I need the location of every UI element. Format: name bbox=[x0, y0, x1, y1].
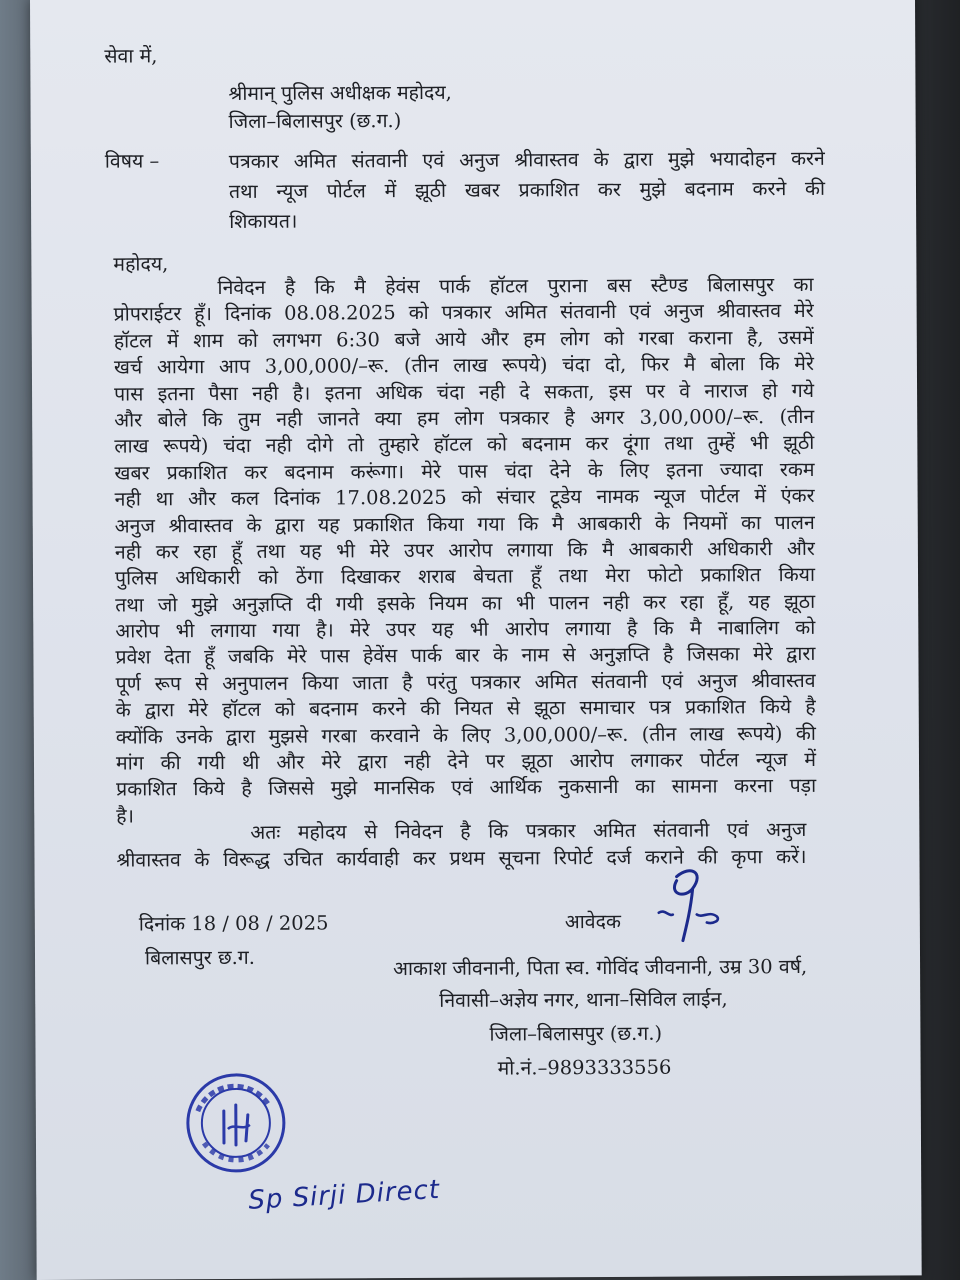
body-line: खबर प्रकाशित कर बदनाम करूंगा। मेरे पास चंदा देने के लिए इतना ज्यादा रकम bbox=[114, 457, 815, 485]
body-line: हॉटल में शाम को लगभग 6:30 बजे आये और हम लोग को गरबा कराना है, उसमें bbox=[113, 325, 814, 353]
body-line: प्रोपराईटर हूँ। दिनांक 08.08.2025 को पत्रकार अमित संतवानी एवं अनुज श्रीवास्तव मेरे bbox=[113, 299, 814, 326]
body-line: आरोप भी लगाया गया है। मेरे उपर यह भी आरोप लगाया है कि मै नाबालिग को bbox=[115, 615, 816, 643]
signature-mark bbox=[647, 858, 737, 948]
applicant-name: आकाश जीवनानी, पिता स्व. गोविंद जीवनानी, उम्र 30 वर्ष, bbox=[393, 954, 808, 981]
body-line: निवेदन है कि मै हेवंस पार्क हॉटल पुराना बस स्टैण्ड बिलासपुर का bbox=[217, 272, 814, 300]
subject-line: तथा न्यूज पोर्टल में झूठी खबर प्रकाशित कर मुझे बदनाम करने की bbox=[228, 176, 826, 203]
body-line: और बोले कि तुम नही जानते क्या हम लोग पत्रकार है अगर 3,00,000/–रू. (तीन bbox=[114, 404, 815, 432]
body-line: पास इतना पैसा नही है। इतना अधिक चंदा नही दे सकता, इस पर वे नाराज हो गये bbox=[114, 378, 815, 406]
addressee-line-2: जिला–बिलासपुर (छ.ग.) bbox=[228, 109, 402, 133]
body-line: मांग की गयी थी और मेरे द्वारा नही देने पर झूठा आरोप लगाकर पोर्टल न्यूज में bbox=[115, 747, 817, 775]
applicant-address: निवासी–अज्ञेय नगर, थाना–सिविल लाईन, bbox=[439, 987, 728, 1012]
body-line: प्रवेश देता हूँ जबकि मेरे पास हेवेंस पार्क बार के नाम से अनुज्ञप्ति है जिसका मेरे द्वारा bbox=[115, 642, 816, 670]
closing-line: अतः महोदय से निवेदन है कि पत्रकार अमित संतवानी एवं अनुज bbox=[250, 817, 807, 844]
body-line: खर्च आयेगा आप 3,00,000/–रू. (तीन लाख रूपये) चंदा दो, फिर मै बोला कि मेरे bbox=[113, 352, 814, 379]
subject-text bbox=[229, 144, 825, 237]
closing-line: श्रीवास्तव के विरूद्ध उचित कार्यवाही कर प्रथम सूचना रिपोर्ट दर्ज कराने की कृपा करें। bbox=[116, 844, 807, 872]
applicant-mobile: मो.नं.–9893333556 bbox=[497, 1055, 672, 1080]
letter-paper bbox=[30, 0, 922, 1280]
subject-line: शिकायत। bbox=[229, 209, 298, 233]
body-line: पूर्ण रूप से अनुपालन किया जाता है परंतु पत्रकार अमित संतवानी एवं अनुज श्रीवास्तव bbox=[115, 668, 816, 696]
body-paragraph bbox=[113, 272, 816, 830]
body-line: अनुज श्रीवास्तव के द्वारा यह प्रकाशित किया गया कि मै आबकारी के नियमों का पालन bbox=[114, 510, 815, 538]
subject-block bbox=[104, 144, 826, 233]
subject-line: पत्रकार अमित संतवानी एवं अनुज श्रीवास्तव के द्वारा मुझे भयादोहन करने bbox=[228, 146, 825, 173]
date-line: दिनांक 18 / 08 / 2025 bbox=[138, 911, 329, 936]
handwritten-note: Sp Sirji Direct bbox=[247, 1174, 441, 1216]
place-line: बिलासपुर छ.ग. bbox=[144, 945, 256, 970]
applicant-label: आवेदक bbox=[564, 909, 622, 934]
body-line: तथा जो मुझे अनुज्ञप्ति दी गयी इसके नियम का भी पालन नही कर रहा हूँ, यह झूठा bbox=[115, 589, 816, 617]
body-line: के द्वारा मेरे हॉटल को बदनाम करने की नियत से झूठा समाचार पत्र प्रकाशित किये है bbox=[115, 695, 816, 722]
body-line: नही कर रहा हूँ तथा यह भी मेरे उपर आरोप लगाया कि मै आबकारी अधिकारी और bbox=[114, 536, 815, 564]
subject-label: विषय – bbox=[104, 149, 160, 173]
salutation-to: सेवा में, bbox=[104, 44, 158, 68]
body-line: लाख रूपये) चंदा नही दोगे तो तुम्हारे हॉटल को बदनाम कर दूंगा तथा तुम्हें भी झूठी bbox=[114, 431, 815, 458]
body-line: नही था और कल दिनांक 17.08.2025 को संचार टूडेय नामक न्यूज पोर्टल में एंकर bbox=[114, 484, 815, 511]
greeting: महोदय, bbox=[113, 252, 169, 276]
addressee-line-1: श्रीमान् पुलिस अधीक्षक महोदय, bbox=[228, 80, 452, 105]
body-line: है। bbox=[116, 804, 135, 828]
body-line: पुलिस अधिकारी को ठेंगा दिखाकर शराब बेचता हूँ तथा मेरा फोटो प्रकाशित किया bbox=[114, 563, 816, 590]
office-seal bbox=[184, 1071, 289, 1176]
body-line: प्रकाशित किये है जिससे मुझे मानसिक एवं आर्थिक नुकसानी का सामना करना पड़ा bbox=[116, 774, 817, 801]
body-line: क्योंकि उनके द्वारा मुझसे गरबा करवाने के लिए 3,00,000/–रू. (तीन लाख रूपये) की bbox=[115, 721, 816, 749]
applicant-district: जिला–बिलासपुर (छ.ग.) bbox=[489, 1021, 663, 1046]
